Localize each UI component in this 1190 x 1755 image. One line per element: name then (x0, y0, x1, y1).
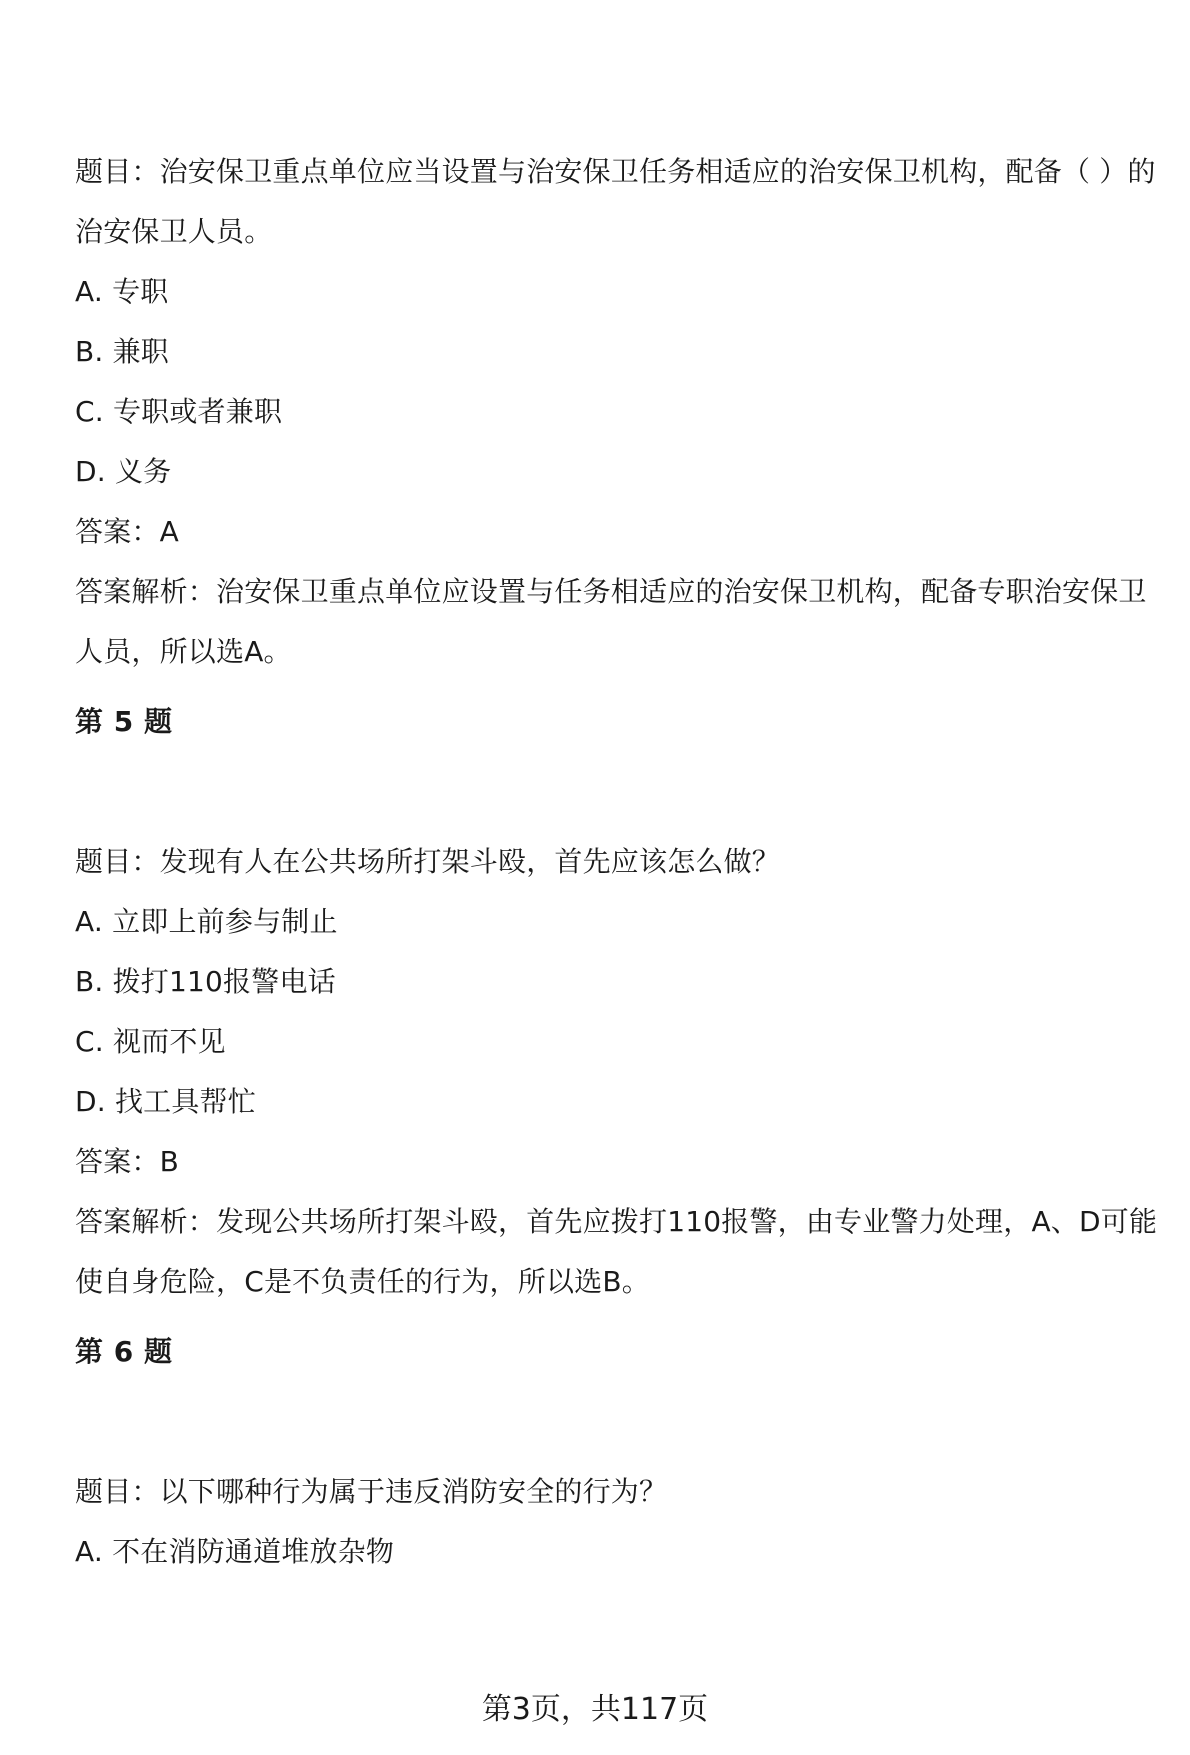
option-a: A. 专职 (75, 275, 169, 308)
question-stem: 题目：以下哪种行为属于违反消防安全的行为？ (75, 1475, 668, 1508)
option-d: D. 找工具帮忙 (75, 1085, 256, 1118)
heading-spacer (75, 1372, 1165, 1472)
question-6 (75, 1332, 1165, 1572)
option-d: D. 义务 (75, 455, 172, 488)
answer: 答案：A (75, 515, 179, 548)
option-b: B. 拨打110报警电话 (75, 965, 336, 998)
answer: 答案：B (75, 1145, 180, 1178)
option-b: B. 兼职 (75, 335, 170, 368)
heading-spacer (75, 742, 1165, 842)
question-4 (75, 142, 1165, 682)
answer-analysis: 答案解析：发现公共场所打架斗殴，首先应拨打110报警，由专业警力处理，A、D可能使自身危险，C是不负责任的行为，所以选B。 (75, 1205, 1158, 1298)
page-content (75, 152, 1165, 1592)
question-stem: 题目：发现有人在公共场所打架斗殴，首先应该怎么做？ (75, 845, 781, 878)
question-heading: 第 5 题 (75, 705, 173, 738)
option-a: A. 不在消防通道堆放杂物 (75, 1535, 395, 1568)
question-5 (75, 702, 1165, 1312)
question-stem: 题目：治安保卫重点单位应当设置与治安保卫任务相适应的治安保卫机构，配备（ ）的治安保卫人员。 (75, 155, 1156, 248)
option-c: C. 视而不见 (75, 1025, 226, 1058)
page-footer: 第3页，共117页 (481, 1692, 709, 1727)
option-c: C. 专职或者兼职 (75, 395, 283, 428)
answer-analysis: 答案解析：治安保卫重点单位应设置与任务相适应的治安保卫机构，配备专职治安保卫人员，所以选A。 (75, 575, 1147, 668)
question-heading: 第 6 题 (75, 1335, 173, 1368)
option-a: A. 立即上前参与制止 (75, 905, 338, 938)
